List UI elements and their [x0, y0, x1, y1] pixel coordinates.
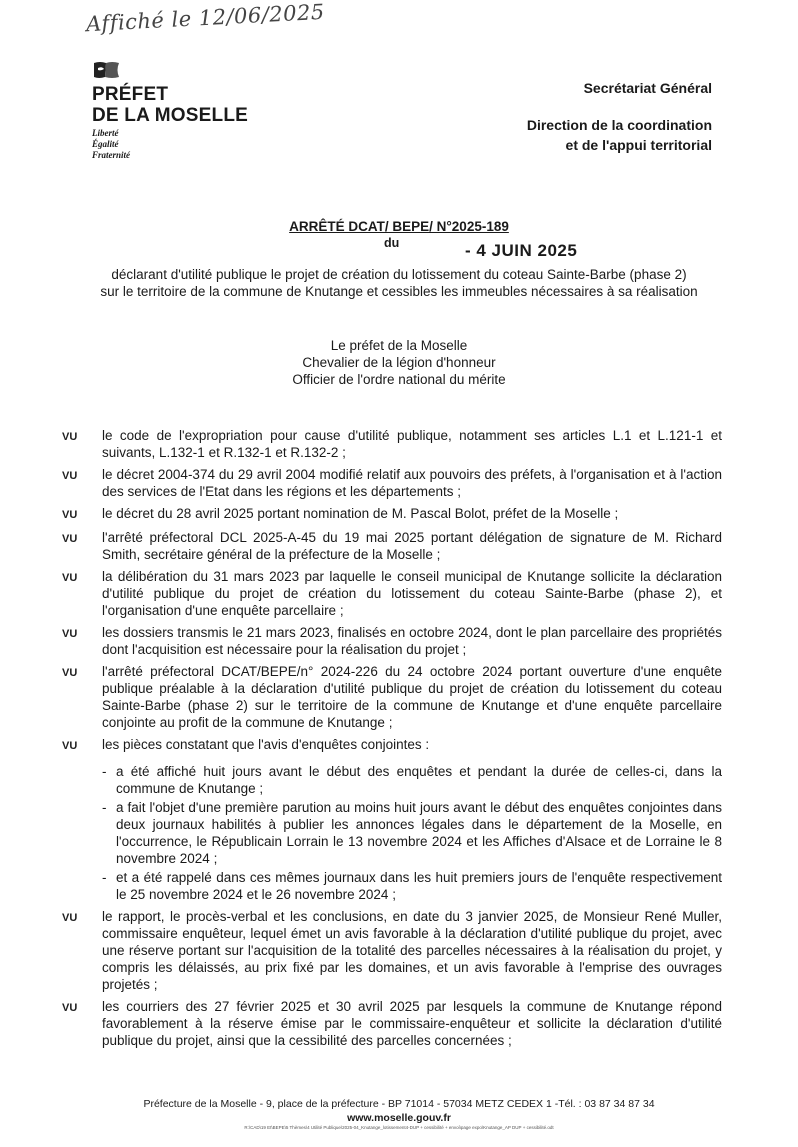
- considerant-text: les pièces constatant que l'avis d'enquêtes conjointes :: [102, 737, 430, 752]
- arrete-date-stamp: - 4 JUIN 2025: [465, 241, 578, 260]
- considerant-item: [62, 466, 722, 500]
- sublist-text: et a été rappelé dans ces mêmes journaux dans les huit premiers jours de l'enquête respectivement le 25 novembre 2024 et le 26 novembre 2024 ;: [116, 870, 722, 902]
- vu-label: VU: [62, 740, 78, 752]
- considerant-text: les dossiers transmis le 21 mars 2023, finalisés en octobre 2024, dont le plan parcellaire des propriétés dont l'acquisition est nécessaire pour la réalisation du projet ;: [102, 625, 722, 657]
- motto-liberte: Liberté: [92, 128, 119, 138]
- considerant-text: le rapport, le procès-verbal et les conclusions, en date du 3 janvier 2025, de Monsieur René Muller, commissaire enquêteur, lequel émet un avis favorable à la déclaration d'utilité publique du projet, avec une réserve portant sur l'acquisition de la totalité des parcelles nécessaires à la réalisation du projet, y compris les délaissés, au prix fixé par les domaines, et un avis favorable à l'emprise des ouvrages projetés ;: [102, 909, 722, 992]
- issuing-service: [527, 78, 712, 155]
- dash-bullet: -: [102, 800, 107, 815]
- considerant-item: [62, 908, 722, 993]
- prefet-line2: Chevalier de la légion d'honneur: [302, 355, 496, 370]
- dash-bullet: -: [102, 764, 107, 779]
- arrete-number: ARRÊTÉ DCAT/ BEPE/ N°2025-189: [289, 219, 509, 234]
- vu-label: VU: [62, 509, 78, 521]
- direction-line2: et de l'appui territorial: [565, 137, 712, 153]
- vu-label: VU: [62, 912, 78, 924]
- vu-label: VU: [62, 1002, 78, 1014]
- prefet-block: [0, 337, 798, 388]
- considerant-text: l'arrêté préfectoral DCL 2025-A-45 du 19 mai 2025 portant délégation de signature de M. Richard Smith, secrétaire général de la préfecture de la Moselle ;: [102, 530, 722, 562]
- republic-motto: [92, 128, 262, 161]
- footer-file-path: R:\CAD\19 Et\BEPE\5 Thèmes\4 Utilité Publique\2025-04_Knutange_lotissement4-DUP + cessibilité + envoi\page expo\Knutange_AP DUP + cessibilité.odt: [244, 1125, 554, 1130]
- considerant-text: l'arrêté préfectoral DCAT/BEPE/n° 2024-226 du 24 octobre 2024 portant ouverture d'une enquête publique préalable à la déclaration d'utilité publique du projet de création du lotissement du coteau Sainte-Barbe (phase 2) sur le territoire de la commune de Knutange et d'une enquête parcellaire conjointe au profit de la commune de Knutange ;: [102, 664, 722, 730]
- considerant-item: [62, 624, 722, 658]
- footer-address: Préfecture de la Moselle - 9, place de la préfecture - BP 71014 - 57034 METZ CEDEX 1 -Tél. : 03 87 34 87 34: [143, 1098, 655, 1110]
- subject-line2: sur le territoire de la commune de Knutange et cessibles les immeubles nécessaires à sa réalisation: [100, 284, 698, 299]
- considerant-item: [62, 427, 722, 461]
- logo-title-line2: DE LA MOSELLE: [92, 105, 249, 126]
- sublist-text: a fait l'objet d'une première parution au moins huit jours avant le début des enquêtes conjointes dans deux journaux habilités à publier les annonces légales dans le département de la Moselle, en l'occurrence, le Républicain Lorrain le 13 novembre 2024 et les Affiches d'Alsace et de Lorraine le 8 novembre 2024 ;: [116, 800, 722, 866]
- vu-label: VU: [62, 667, 78, 679]
- considerant-item: [62, 998, 722, 1049]
- marianne-icon: [92, 60, 122, 80]
- prefecture-logo: [92, 60, 262, 161]
- vu-label: VU: [62, 572, 78, 584]
- considerant-item: [62, 736, 722, 755]
- sublist-item: [102, 763, 722, 797]
- logo-title-line1: PRÉFET: [92, 84, 169, 105]
- prefet-line3: Officier de l'ordre national du mérite: [292, 372, 506, 387]
- vu-label: VU: [62, 628, 78, 640]
- considerant-text: la délibération du 31 mars 2023 par laquelle le conseil municipal de Knutange sollicite la déclaration d'utilité publique du projet de création du lotissement du coteau Sainte-Barbe (phase 2), et l'organisation d'une enquête parcellaire ;: [102, 569, 722, 618]
- considerants-list: [62, 427, 722, 1054]
- prefet-line1: Le préfet de la Moselle: [330, 338, 468, 353]
- sublist-item: [102, 869, 722, 903]
- avis-sublist: [102, 763, 722, 903]
- considerant-item: [62, 663, 722, 731]
- sublist-text: a été affiché huit jours avant le début des enquêtes et pendant la durée de celles-ci, dans la commune de Knutange ;: [116, 764, 722, 796]
- page-footer: [0, 1097, 798, 1131]
- considerant-item: [62, 568, 722, 619]
- arrete-title: [0, 219, 798, 234]
- considerant-text: les courriers des 27 février 2025 et 30 avril 2025 par lesquels la commune de Knutange répond favorablement à la réserve émise par le commissaire-enquêteur et sollicite la déclaration d'utilité publique du projet, ainsi que la cessibilité des parcelles concernées ;: [102, 999, 722, 1048]
- motto-fraternite: Fraternité: [92, 150, 131, 160]
- considerant-text: le décret 2004-374 du 29 avril 2004 modifié relatif aux pouvoirs des préfets, à l'organisation et à l'action des services de l'Etat dans les régions et les départements ;: [102, 467, 722, 499]
- considerant-text: le code de l'expropriation pour cause d'utilité publique, notamment ses articles L.1 et L.121-1 et suivants, L.132-1 et R.132-1 et R.132-2 ;: [102, 428, 722, 460]
- considerant-text: le décret du 28 avril 2025 portant nomination de M. Pascal Bolot, préfet de la Moselle ;: [102, 506, 619, 521]
- handwritten-display-note: Affiché le 12/06/2025: [85, 0, 326, 37]
- subject-line1: déclarant d'utilité publique le projet de création du lotissement du coteau Sainte-Barbe (phase 2): [111, 267, 687, 282]
- arrete-du: du: [384, 236, 400, 250]
- vu-label: VU: [62, 470, 78, 482]
- direction-line1: Direction de la coordination: [526, 117, 712, 133]
- dash-bullet: -: [102, 870, 107, 885]
- vu-label: VU: [62, 533, 78, 545]
- footer-url[interactable]: www.moselle.gouv.fr: [347, 1112, 451, 1124]
- sublist-item: [102, 799, 722, 867]
- motto-egalite: Égalité: [92, 139, 119, 149]
- considerant-item: [62, 505, 722, 524]
- arrete-subject: [0, 266, 798, 300]
- vu-label: VU: [62, 431, 78, 443]
- secretariat-label: Secrétariat Général: [583, 80, 712, 96]
- considerant-item: [62, 529, 722, 563]
